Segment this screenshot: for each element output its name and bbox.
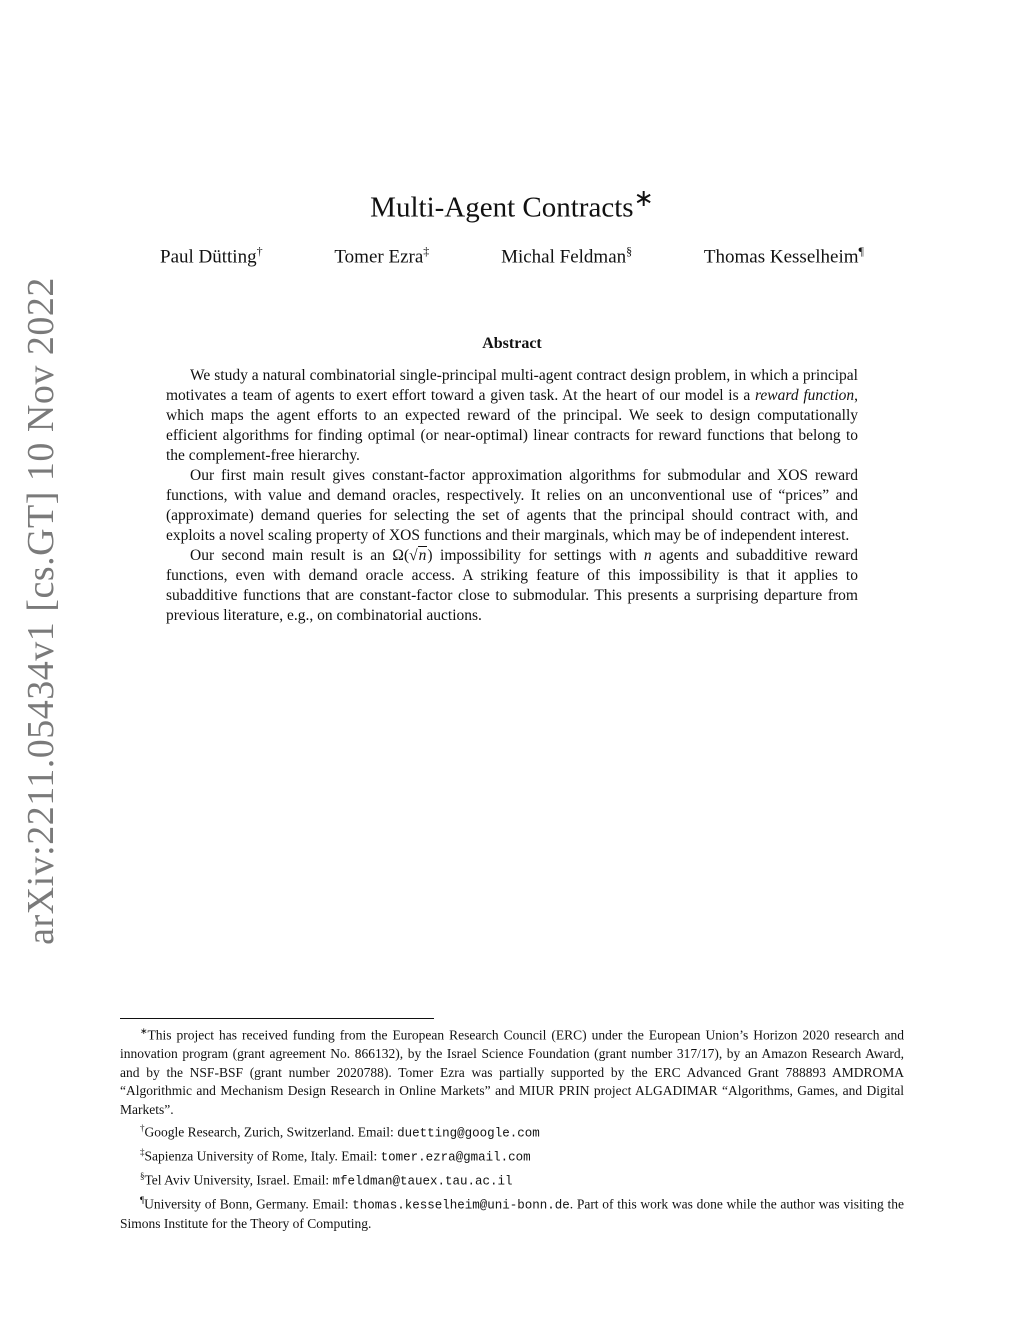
- author-email[interactable]: duetting@google.com: [397, 1126, 540, 1141]
- author-email[interactable]: thomas.kesselheim@uni-bonn.de: [352, 1198, 570, 1213]
- abstract-text: impossibility for settings with: [432, 547, 644, 564]
- author-name: Michal Feldman: [501, 246, 627, 268]
- author-list: [160, 244, 864, 268]
- abstract-heading: Abstract: [482, 335, 542, 352]
- author-mark: ¶: [858, 244, 864, 258]
- abstract-body: [166, 366, 858, 626]
- footnote-mark: †: [140, 1123, 145, 1133]
- footnote-text: University of Bonn, Germany. Email:: [144, 1196, 353, 1212]
- paper-title: [0, 184, 1024, 225]
- math-prefix: Ω(√: [392, 547, 418, 564]
- title-footnote-mark: ∗: [633, 185, 654, 212]
- footnote-author-3: [120, 1167, 904, 1191]
- math-variable: n: [418, 547, 427, 564]
- paper-title-text: Multi-Agent Contracts: [370, 191, 634, 224]
- footnote-divider: [120, 1018, 434, 1019]
- abstract-text: Our second main result is an: [190, 547, 393, 564]
- footnote-text: Google Research, Zurich, Switzerland. Email:: [144, 1124, 398, 1140]
- author-3: [501, 244, 632, 268]
- omega-sqrt-n-math: [392, 546, 432, 564]
- arxiv-identifier-stamp: [18, 277, 64, 945]
- abstract-paragraph-2: Our first main result gives constant-factor approximation algorithms for submodular and XOS reward functions, with value and demand oracles, respectively. It relies on an unconventional use of “prices” and (approximate) demand queries for selecting the set of agents that the principal should contract with, and exploits a novel scaling property of XOS functions and their marginals, which may be of independent interest.: [166, 467, 858, 544]
- footnote-funding: [120, 1022, 904, 1119]
- author-mark: ‡: [423, 244, 430, 258]
- author-name: Tomer Ezra: [334, 246, 424, 268]
- footnote-text: . Part of this work was done while the author was visiting the Simons Institute for the Theory of Computing.: [120, 1196, 904, 1231]
- abstract-text: , which maps the agent efforts to an expected reward of the principal. We seek to design computationally efficient algorithms for finding optimal (or near-optimal) linear contracts for reward functions that belong to the complement-free hierarchy.: [166, 387, 858, 464]
- footnote-author-4: [120, 1191, 904, 1234]
- footnotes: [120, 1022, 904, 1234]
- footnote-author-1: [120, 1119, 904, 1143]
- author-2: [334, 244, 429, 268]
- footnote-text: Tel Aviv University, Israel. Email:: [144, 1172, 333, 1188]
- math-variable: n: [643, 547, 652, 564]
- abstract-text: agents and subadditive reward functions, even with demand oracle access. A striking feature of this impossibility is that it applies to subadditive functions that are constant-factor close to submodular. This presents a surprising departure from previous literature, e.g., on combinatorial auctions.: [166, 547, 859, 624]
- abstract-paragraph-3: [166, 546, 858, 626]
- author-4: [704, 244, 864, 268]
- arxiv-identifier-text: arXiv:2211.05434v1 [cs.GT] 10 Nov 2022: [20, 277, 63, 945]
- footnote-mark: ‡: [140, 1147, 145, 1157]
- footnote-author-2: [120, 1143, 904, 1167]
- author-email[interactable]: mfeldman@tauex.tau.ac.il: [332, 1174, 513, 1189]
- author-1: [160, 244, 263, 268]
- author-name: Thomas Kesselheim: [703, 246, 859, 268]
- footnote-text: Sapienza University of Rome, Italy. Email:: [144, 1148, 381, 1164]
- footnote-mark: §: [140, 1171, 145, 1181]
- math-suffix: ): [427, 547, 433, 564]
- footnote-text: This project has received funding from the European Research Council (ERC) under the European Union’s Horizon 2020 research and innovation program (grant agreement No. 866132), by the Israel Science Foundation (grant number 317/17), by an Amazon Research Award, and by the NSF-BSF (grant number 2020788). Tomer Ezra was partially supported by the ERC Advanced Grant 788893 AMDROMA “Algorithmic and Mechanism Design Research in Online Markets” and MIUR PRIN project ALGADIMAR “Algorithms, Games, and Digital Markets”.: [120, 1027, 904, 1117]
- footnote-mark: ∗: [140, 1026, 148, 1036]
- abstract-emphasis: reward function: [754, 387, 855, 404]
- author-mark: †: [256, 244, 263, 258]
- author-name: Paul Dütting: [160, 246, 257, 268]
- abstract-paragraph-1: [166, 366, 858, 466]
- abstract-text: We study a natural combinatorial single-principal multi-agent contract design problem, in which a principal motivates a team of agents to exert effort toward a given task. At the heart of our model is a: [166, 367, 858, 404]
- author-email[interactable]: tomer.ezra@gmail.com: [380, 1150, 531, 1165]
- footnote-mark: ¶: [140, 1195, 145, 1205]
- author-mark: §: [626, 244, 633, 258]
